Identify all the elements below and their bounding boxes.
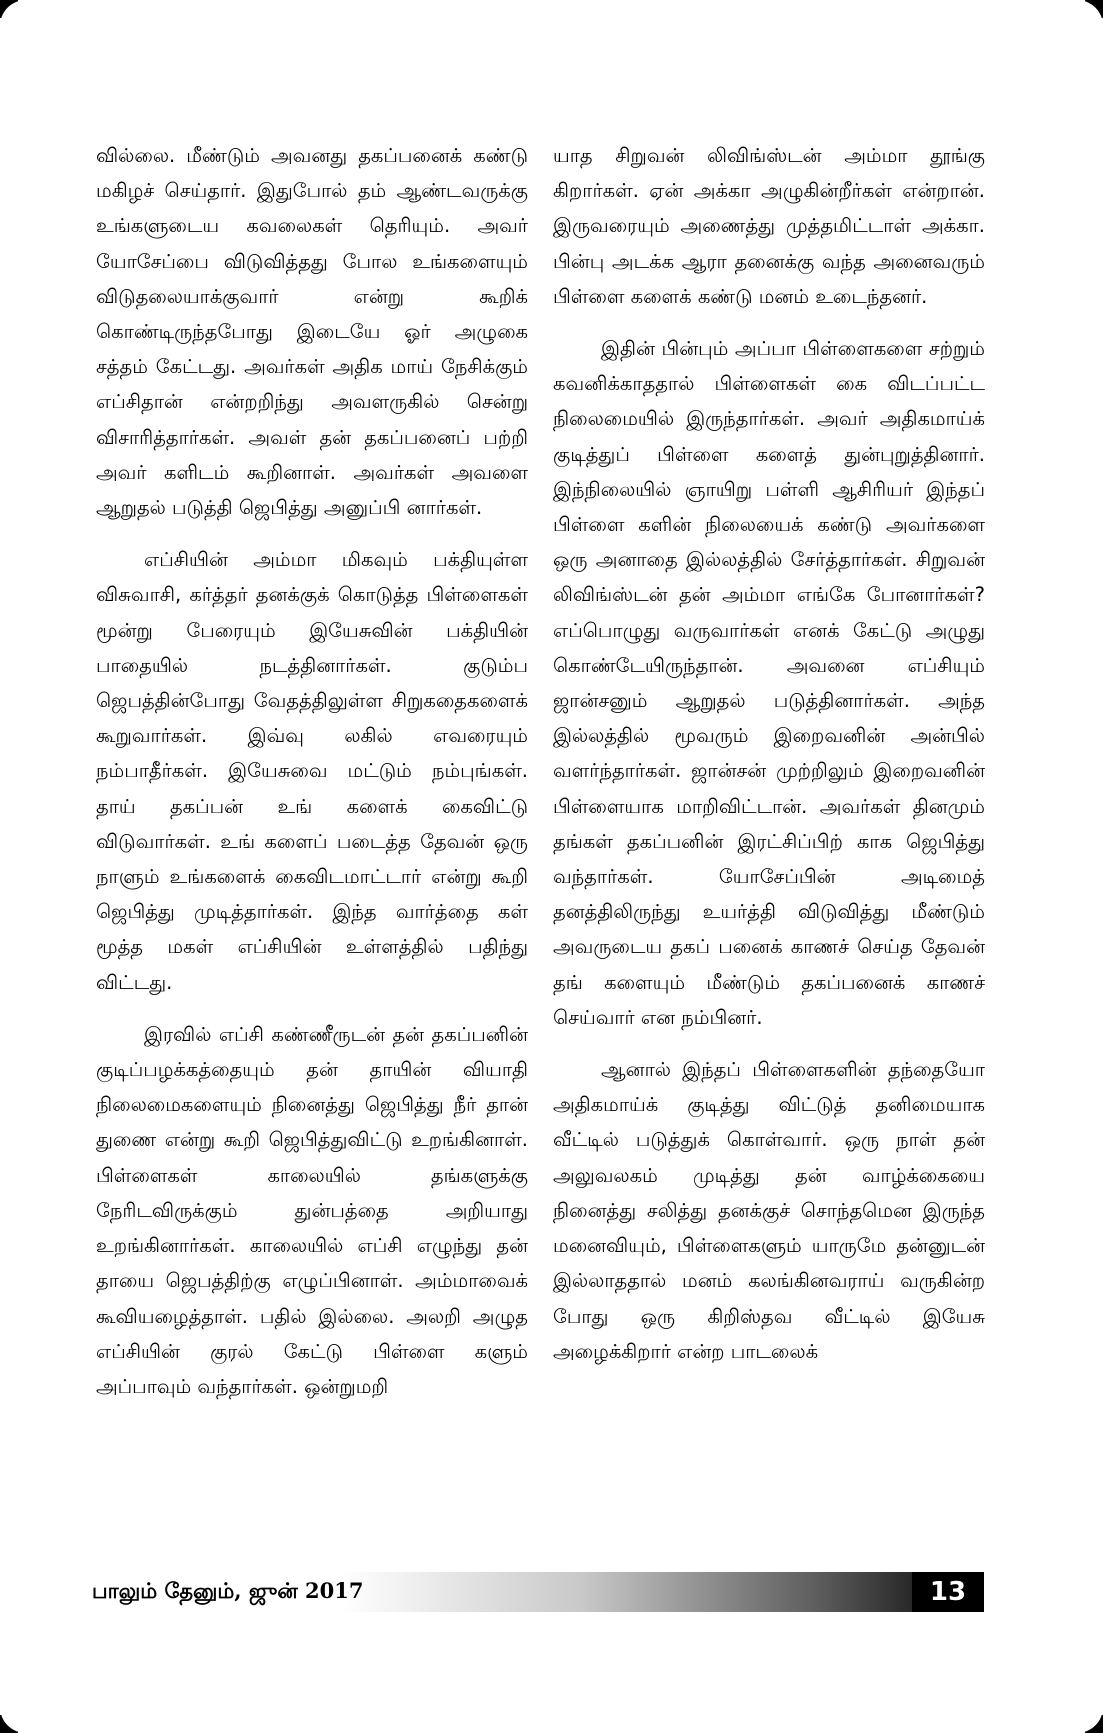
- page-corner-top-right: [1077, 0, 1103, 26]
- page-corner-bottom-right: [1077, 1707, 1103, 1733]
- page-number: 13: [912, 1572, 984, 1612]
- paragraph: ஆனால் இந்தப் பிள்ளைகளின் தந்தையோ அதிகமாய்க் குடித்து விட்டுத் தனிமையாக வீட்டில் படுத்துக் கொள்வார். ஒரு நாள் தன் அலுவலகம் முடித்து தன் வாழ்க்கையை நினைத்து சலித்து தனக்குச் சொந்தமென இருந்த மனைவியும், பிள்ளைகளும் யாருமே தன்னுடன் இல்லாததால் மனம் கலங்கினவராய் வருகின்ற போது ஒரு கிறிஸ்தவ வீட்டில் இயேசு அழைக்கிறார் என்ற பாடலைக்: [553, 1058, 985, 1363]
- left-column: [96, 138, 528, 1421]
- right-column: [553, 138, 985, 1386]
- paragraph: எப்சியின் அம்மா மிகவும் பக்தியுள்ள விசுவாசி, கர்த்தர் தனக்குக் கொடுத்த பிள்ளைகள் மூன்று பேரையும் இயேசுவின் பக்தியின் பாதையில் நடத்தினார்கள். குடும்ப ஜெபத்தின்போது வேதத்திலுள்ள சிறுகதைகளைக் கூறுவார்கள். இவ்வு லகில் எவரையும் நம்பாதீர்கள். இயேசுவை மட்டும் நம்புங்கள். தாய் தகப்பன் உங் களைக் கைவிட்டு விடுவார்கள். உங் களைப் படைத்த தேவன் ஒரு நாளும் உங்களைக் கைவிடமாட்டார் என்று கூறி ஜெபித்து முடித்தார்கள். இந்த வார்த்தை கள் மூத்த மகள் எப்சியின் உள்ளத்தில் பதிந்து விட்டது.: [96, 548, 528, 994]
- paragraph: யாத சிறுவன் லிவிங்ஸ்டன் அம்மா தூங்கு கிறார்கள். ஏன் அக்கா அழுகின்றீர்கள் என்றான். இருவரையும் அணைத்து முத்தமிட்டாள் அக்கா. பின்பு அடக்க ஆரா தனைக்கு வந்த அனைவரும் பிள்ளை களைக் கண்டு மனம் உடைந்தனர்.: [553, 144, 985, 308]
- paragraph: இரவில் எப்சி கண்ணீருடன் தன் தகப்பனின் குடிப்பழக்கத்தையும் தன் தாயின் வியாதி நிலைமைகளையும் நினைத்து ஜெபித்து நீர் தான் துணை என்று கூறி ஜெபித்துவிட்டு உறங்கினாள். பிள்ளைகள் காலையில் தங்களுக்கு நேரிடவிருக்கும் துன்பத்தை அறியாது உறங்கினார்கள். காலையில் எப்சி எழுந்து தன் தாயை ஜெபத்திற்கு எழுப்பினாள். அம்மாவைக் கூவியழைத்தாள். பதில் இல்லை. அலறி அழுத எப்சியின் குரல் கேட்டு பிள்ளை களும் அப்பாவும் வந்தார்கள். ஒன்றுமறி: [96, 1022, 528, 1398]
- paragraph: வில்லை. மீண்டும் அவனது தகப்பனைக் கண்டு மகிழச் செய்தார். இதுபோல் தம் ஆண்டவருக்கு உங்களுடைய கவலைகள் தெரியும். அவர் யோசேப்பை விடுவித்தது போல உங்களையும் விடுதலையாக்குவார் என்று கூறிக் கொண்டிருந்தபோது இடையே ஓர் அழுகை சத்தம் கேட்டது. அவர்கள் அதிக மாய் நேசிக்கும் எப்சிதான் என்றறிந்து அவளருகில் சென்று விசாரித்தார்கள். அவள் தன் தகப்பனைப் பற்றி அவர் களிடம் கூறினாள். அவர்கள் அவளை ஆறுதல் படுத்தி ஜெபித்து அனுப்பி னார்கள்.: [96, 144, 528, 520]
- footer-title: பாலும் தேனும், ஜுன் 2017: [92, 1578, 364, 1603]
- paragraph: இதின் பின்பும் அப்பா பிள்ளைகளை சற்றும் கவனிக்காததால் பிள்ளைகள் கை விடப்பட்ட நிலைமையில் இருந்தார்கள். அவர் அதிகமாய்க் குடித்துப் பிள்ளை களைத் துன்புறுத்தினார். இந்நிலையில் ஞாயிறு பள்ளி ஆசிரியர் இந்தப் பிள்ளை களின் நிலையைக் கண்டு அவர்களை ஒரு அனாதை இல்லத்தில் சேர்த்தார்கள். சிறுவன் லிவிங்ஸ்டன் தன் அம்மா எங்கே போனார்கள்? எப்பொழுது வருவார்கள் எனக் கேட்டு அழுது கொண்டேயிருந்தான். அவனை எப்சியும் ஜான்சனும் ஆறுதல் படுத்தினார்கள். அந்த இல்லத்தில் மூவரும் இறைவனின் அன்பில் வளர்ந்தார்கள். ஜான்சன் முற்றிலும் இறைவனின் பிள்ளையாக மாறிவிட்டான். அவர்கள் தினமும் தங்கள் தகப்பனின் இரட்சிப்பிற் காக ஜெபித்து வந்தார்கள். யோசேப்பின் அடிமைத் தனத்திலிருந்து உயர்த்தி விடுவித்து மீண்டும் அவருடைய தகப் பனைக் காணச் செய்த தேவன் தங் களையும் மீண்டும் தகப்பனைக் காணச் செய்வார் என நம்பினர்.: [553, 337, 985, 1029]
- page-corner-bottom-left: [0, 1707, 26, 1733]
- page-footer: [92, 1572, 984, 1612]
- page-corner-top-left: [0, 0, 26, 26]
